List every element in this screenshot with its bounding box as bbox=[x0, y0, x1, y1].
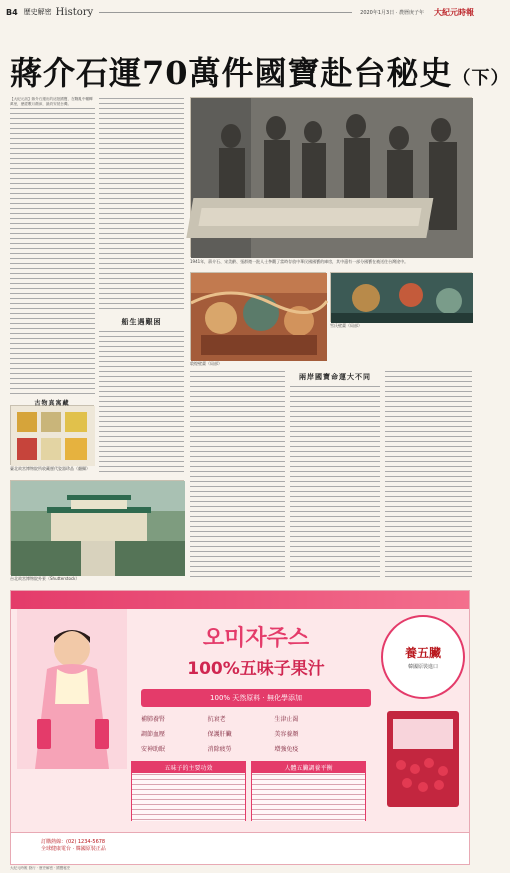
ad-product-title: 養五臟 bbox=[404, 646, 441, 660]
porcelain-items-photo bbox=[10, 405, 94, 465]
ad-strip bbox=[141, 689, 371, 707]
mural-image-right bbox=[330, 272, 472, 322]
ad-strip-text: 100% 天然原料 · 無化學添加 bbox=[210, 694, 302, 702]
ad-product-badge bbox=[381, 615, 465, 699]
ad-product-sub: 韓國原裝進口 bbox=[407, 664, 438, 670]
ad-feature: 消除疲勞 bbox=[207, 746, 232, 753]
mural-image-left bbox=[190, 272, 326, 360]
ad-feature: 補肺養腎 bbox=[141, 716, 166, 723]
porcelain-caption: 臺北故宮博物院所收藏歷代瓷器珍品（翻攝） bbox=[10, 466, 90, 471]
ad-feature: 抗衰老 bbox=[207, 716, 226, 723]
ad-footer-text bbox=[41, 839, 106, 853]
ad-box-organs-text bbox=[252, 773, 365, 821]
ad-feature: 調節血壓 bbox=[141, 731, 166, 738]
top-photo-caption: 1941年，蔣介石、宋美齡、張群邀一批人士參觀了當時存放中華民國國寶的庫房，其中還有一部分國寶在被送往台灣途中。 bbox=[190, 259, 409, 264]
section-title-en: History bbox=[55, 6, 94, 18]
palace-caption: 台北故宮博物院外景（Shutterstock） bbox=[10, 576, 80, 581]
ad-top-banner bbox=[11, 591, 469, 609]
subhead-ship: 船生遇艱困 bbox=[121, 317, 162, 326]
ad-box-benefits-title: 五味子的主要功效 bbox=[132, 762, 245, 773]
ad-feature: 增強免疫 bbox=[274, 746, 299, 753]
section-title: 歷史解密 bbox=[23, 8, 52, 16]
palace-museum-photo bbox=[10, 480, 184, 575]
ad-box-benefits bbox=[131, 761, 246, 821]
ad-title bbox=[141, 621, 371, 679]
ad-feature: 生津止渴 bbox=[274, 716, 299, 723]
ad-box-organs bbox=[251, 761, 366, 821]
article-text-block bbox=[10, 107, 95, 397]
paper-masthead: 大紀元時報 bbox=[434, 6, 474, 17]
article-column-3 bbox=[190, 370, 285, 580]
ad-title-chinese: 100%五味子果汁 bbox=[187, 659, 325, 679]
header-rule bbox=[99, 12, 352, 13]
page-number: B4 bbox=[6, 7, 18, 17]
article-column-5 bbox=[385, 370, 472, 580]
ad-product-package bbox=[381, 705, 465, 815]
ad-model-image bbox=[17, 609, 127, 769]
ad-box-benefits-text bbox=[132, 773, 245, 821]
ad-feature: 美容養顏 bbox=[274, 731, 299, 738]
article-intro: 【大紀元訊】蔣介石運出的這批國寶，在戰亂中輾轉萬里，歷經數月顛沛，最終安抵台灣。 bbox=[10, 97, 93, 106]
page-footer: 大紀元時報 發行 · 歷史解密 · 國寶秘史 bbox=[10, 866, 71, 870]
mural-left-caption: 敦煌壁畫（局部） bbox=[190, 361, 222, 366]
headline-main: 蔣介石運70萬件國寶赴台秘史 bbox=[10, 54, 453, 92]
ad-feature: 保護肝臟 bbox=[207, 731, 232, 738]
ad-footer-note: 全球健康電台 · 韓國原裝正品 bbox=[41, 846, 106, 852]
ad-footer bbox=[11, 832, 469, 864]
ad-title-korean: 오미자주스 bbox=[202, 626, 310, 651]
headline bbox=[10, 54, 510, 98]
page-header bbox=[6, 4, 474, 20]
ad-feature: 安神助眠 bbox=[141, 746, 166, 753]
subhead-fate: 兩岸國寶命運大不同 bbox=[299, 372, 371, 381]
ad-box-organs-title: 人體五臟調養平衡 bbox=[252, 762, 365, 773]
subhead-collection: 古物真寓藏 bbox=[34, 400, 70, 407]
ad-product bbox=[381, 615, 465, 819]
article-column-1 bbox=[10, 97, 95, 397]
ad-feature-list bbox=[141, 714, 341, 753]
article-column-2 bbox=[99, 97, 184, 312]
mural-right-caption: 雪氏壁畫（局部） bbox=[330, 323, 362, 328]
article-column-4 bbox=[290, 385, 380, 580]
ad-footer-hotline[interactable]: 訂購熱線：(02) 1234-5678 bbox=[41, 839, 106, 845]
article-column-2b bbox=[99, 330, 184, 475]
historical-photo bbox=[190, 97, 472, 257]
headline-part: （下） bbox=[452, 68, 510, 89]
advertisement[interactable] bbox=[10, 590, 470, 865]
issue-date: 2020年1月3日 · 農曆庚子年 bbox=[360, 9, 424, 16]
